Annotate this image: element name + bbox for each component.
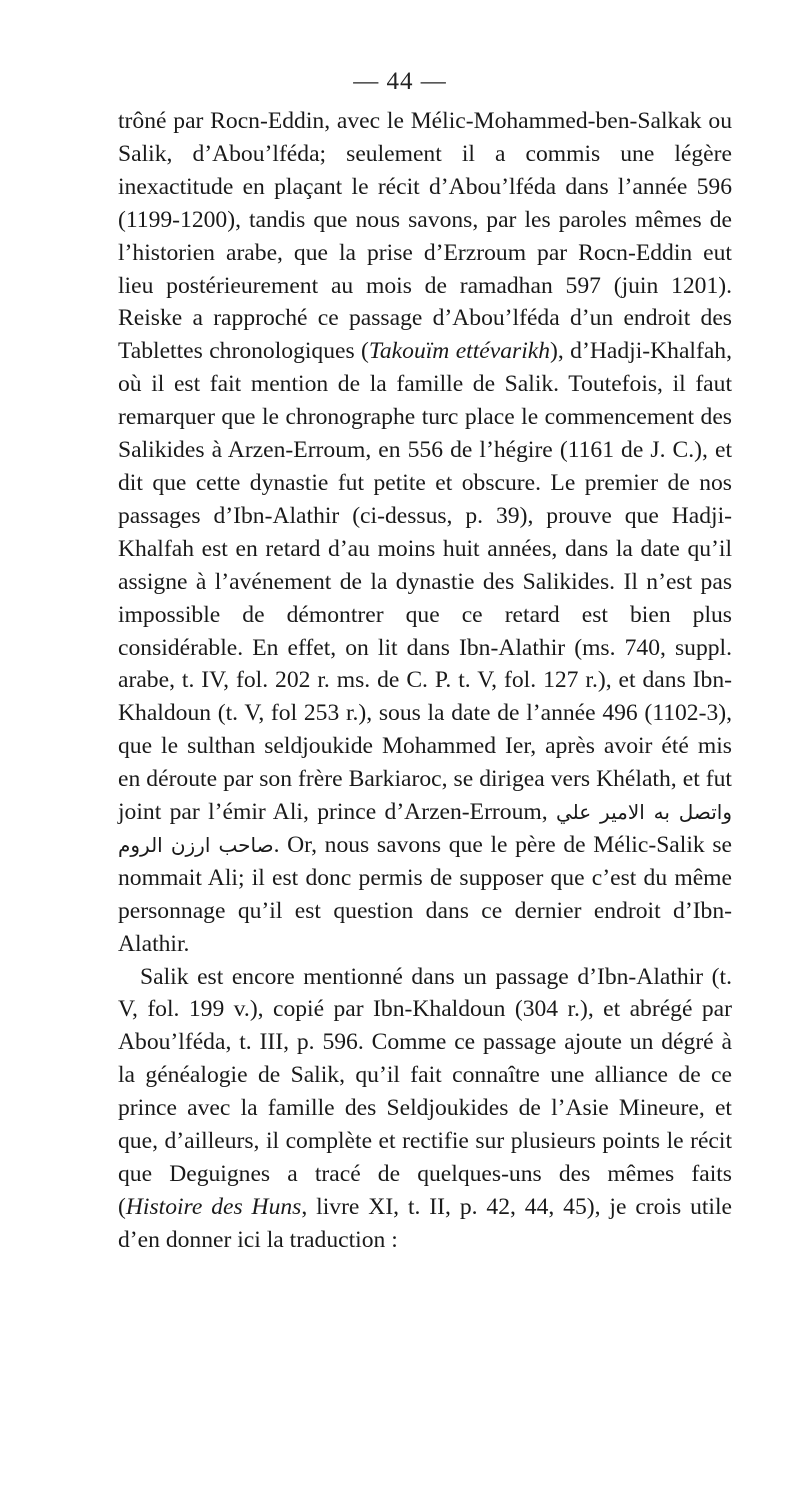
paragraph-1-text-b: ), d’Hadji-Khalfah, où il est fait mention de la famille de Salik. Toutefois, il faut remarquer que le chronographe turc place le commencement des Salikides à Arzen-Erroum, en 556 de l’hégire (1161 de J. C.), et dit que cette dynastie fut petite et obscure. Le premier de nos passages d’Ibn-Alathir (ci-dessus, p. 39), prouve que Hadji-Khalfah est en retard d’au moins huit années, dans la date qu’il assigne à l’avénement de la dynastie des Salikides. Il n’est pas impossible de démontrer que ce retard est bien plus considérable. En effet, on lit dans Ibn-Alathir (ms. 740, suppl. arabe, t. IV, fol. 202 r. ms. de C. P. t. V, fol. 127 r.), et dans Ibn-Khaldoun (t. V, fol 253 r.), sous la date de l’année 496 (1102-3), que le sulthan seldjoukide Mohammed Ier, après avoir été mis en déroute par son frère Barkiaroc, se dirigea vers Khélath, et fut joint par l’émir Ali, prince d’Arzen-Erroum,: [118, 338, 732, 826]
paragraph-2-text-a: Salik est encore mentionné dans un passage d’Ibn-Alathir (t. V, fol. 199 v.), copié par Ibn-Khaldoun (304 r.), et abrégé par Abou’lféda, t. III, p. 596. Comme ce passage ajoute un dégré à la généalogie de Salik, qu’il fait connaître une alliance de ce prince avec la famille des Seldjoukides de l’Asie Mineure, et que, d’ailleurs, il complète et rectifie sur plusieurs points le récit que Deguignes a tracé de quelques-uns des mêmes faits (: [118, 963, 732, 1220]
paragraph-1-text-a: trôné par Rocn-Eddin, avec le Mélic-Mohammed-ben-Salkak ou Salik, d’Abou’lféda; seulement il a commis une légère inexactitude en plaçant le récit d’Abou’lféda dans l’année 596 (1199-1200), tandis que nous savons, par les paroles mêmes de l’historien arabe, que la prise d’Erzroum par Rocn-Eddin eut lieu postérieurement au mois de ramadhan 597 (juin 1201). Reiske a rapproché ce passage d’Abou’lféda d’un endroit des Tablettes chronologiques (: [118, 108, 732, 365]
paragraph-1: [118, 105, 732, 961]
work-title-histoire: Histoire des Huns: [125, 1193, 302, 1220]
paragraph-2: [118, 961, 732, 1257]
paragraph-1-text-c: . Or, nous savons que le père de Mélic-Salik se nommait Ali; il est donc permis de supposer que c’est du même personnage qu’il est question dans ce dernier endroit d’Ibn-Alathir.: [118, 831, 732, 957]
body-text: [118, 105, 732, 1257]
arabic-quote: واتصل به الامير علي صاحب ارزن الروم: [118, 800, 732, 857]
page-number: — 44 —: [353, 68, 447, 95]
paragraph-2-text-b: , livre XI, t. II, p. 42, 44, 45), je crois utile d’en donner ici la traduction :: [118, 1193, 732, 1253]
work-title-takouim: Takouïm ettévarikh: [368, 338, 551, 365]
